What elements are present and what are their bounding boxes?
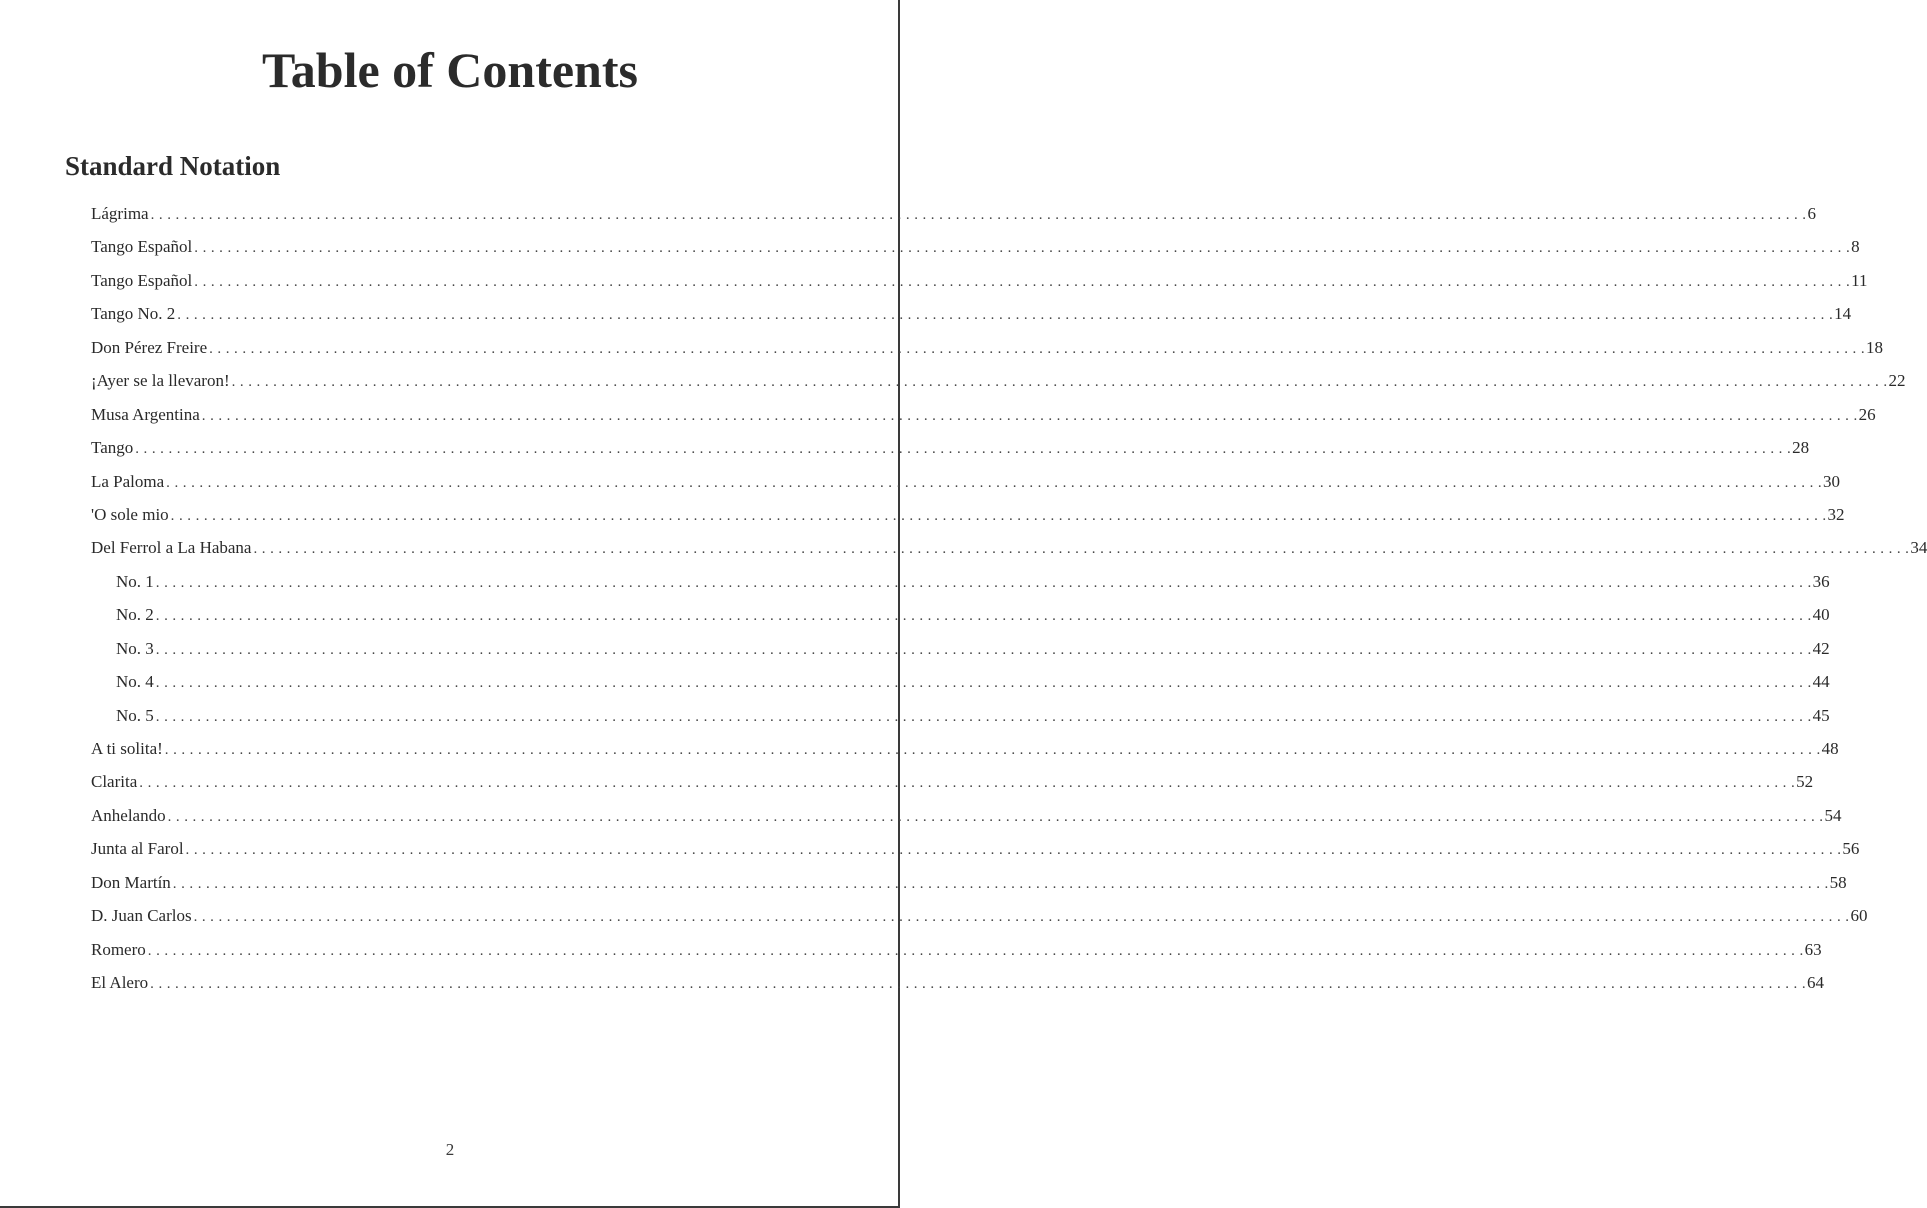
toc-entry-page-number: 34 (1910, 538, 1927, 558)
toc-entry[interactable] (91, 297, 1852, 330)
toc-entry-page-number: 8 (1851, 237, 1860, 257)
toc-entry-title: Junta al Farol (91, 839, 184, 859)
toc-entry[interactable] (91, 966, 1824, 999)
toc-entry[interactable] (91, 565, 1830, 598)
toc-entry-page-number: 28 (1792, 438, 1810, 458)
toc-entry-title: Clarita (91, 772, 138, 792)
dot-leader: . . . . . . . . . . . . . . . . . . . . . . . . . . . . . . . . . . . . . . . . . . . . . . . . . . . . . . . . . . . . . . . . . . . . . . . . . . . . . . . . . . . . . . . . . . . . . . . . . . . . . . . . . . . . . . . . . . . . . . . . . . . . . . . . . . . . . . . . . . . . . . . . . . . . . . . . . . . . . . . . . . . . . . . . . . . . . . . . . . . . . . . . . . . . . . . . . . . . . . . . (194, 273, 1851, 290)
dot-leader: . . . . . . . . . . . . . . . . . . . . . . . . . . . . . . . . . . . . . . . . . . . . . . . . . . . . . . . . . . . . . . . . . . . . . . . . . . . . . . . . . . . . . . . . . . . . . . . . . . . . . . . . . . . . . . . . . . . . . . . . . . . . . . . . . . . . . . . . . . . . . . . . . . . . . . . . . . . . . . . . . . . . . . . . . . . . . . . . . . . . . . . . . . . . . . . . . . . . . . . . (209, 340, 1865, 357)
toc-entry-page-number: 40 (1812, 605, 1830, 625)
toc-entry-title: Lágrima (91, 204, 149, 223)
toc-entry-page-number: 26 (1858, 404, 1876, 424)
toc-entry[interactable] (91, 197, 1816, 230)
dot-leader: . . . . . . . . . . . . . . . . . . . . . . . . . . . . . . . . . . . . . . . . . . . . . . . . . . . . . . . . . . . . . . . . . . . . . . . . . . . . . . . . . . . . . . . . . . . . . . . . . . . . . . . . . . . . . . . . . . . . . . . . . . . . . . . . . . . . . . . . . . . . . . . . . . . . . . . . . . . . . . . . . . . . . . . . . . . . . . . . . . . . . . . . . . . . . . . . . . . . . . . . (193, 909, 1850, 926)
toc-entry-title: Romero (91, 939, 146, 959)
toc-entry-page-number: 48 (1821, 739, 1839, 758)
dot-leader: . . . . . . . . . . . . . . . . . . . . . . . . . . . . . . . . . . . . . . . . . . . . . . . . . . . . . . . . . . . . . . . . . . . . . . . . . . . . . . . . . . . . . . . . . . . . . . . . . . . . . . . . . . . . . . . . . . . . . . . . . . . . . . . . . . . . . . . . . . . . . . . . . . . . . . . . . . . . . . . . . . . . . . . . . . . . . . . . . . . . . . . . . . . . . . . . . . . . . . . . (172, 875, 1829, 892)
toc-entry[interactable] (91, 230, 1860, 263)
toc-entry-page-number: 18 (1865, 337, 1883, 357)
toc-entry-title: Del Ferrol a La Habana (91, 538, 252, 558)
toc-entry[interactable] (91, 933, 1822, 966)
toc-entry-title: Tango (91, 438, 134, 458)
toc-entry-title: Musa Argentina (91, 404, 200, 424)
toc-entry-title: No. 1 (116, 571, 154, 591)
toc-entry[interactable] (91, 799, 1842, 832)
toc-entry-title: Tango Español (91, 270, 193, 290)
toc-entry-page-number: 58 (1829, 872, 1847, 892)
toc-entry[interactable] (91, 899, 1868, 932)
toc-entry[interactable] (91, 665, 1830, 698)
toc-entry-title: A ti solita! (91, 739, 163, 758)
toc-entry[interactable] (91, 866, 1847, 899)
toc-entry[interactable] (91, 531, 1927, 564)
toc-entry-page-number: 36 (1812, 571, 1830, 591)
dot-leader: . . . . . . . . . . . . . . . . . . . . . . . . . . . . . . . . . . . . . . . . . . . . . . . . . . . . . . . . . . . . . . . . . . . . . . . . . . . . . . . . . . . . . . . . . . . . . . . . . . . . . . . . . . . . . . . . . . . . . . . . . . . . . . . . . . . . . . . . . . . . . . . . . . . . . . . . . . . . . . . . . . . . . . . . . . . . . . . . . . . . . . . . . . . . . . . . . . . . . . . . (231, 374, 1888, 391)
dot-leader: . . . . . . . . . . . . . . . . . . . . . . . . . . . . . . . . . . . . . . . . . . . . . . . . . . . . . . . . . . . . . . . . . . . . . . . . . . . . . . . . . . . . . . . . . . . . . . . . . . . . . . . . . . . . . . . . . . . . . . . . . . . . . . . . . . . . . . . . . . . . . . . . . . . . . . . . . . . . . . . . . . . . . . . . . . . . . . . . . . . . . . . . . . . . . . . . . . . . . . . . (150, 207, 1807, 223)
dot-leader: . . . . . . . . . . . . . . . . . . . . . . . . . . . . . . . . . . . . . . . . . . . . . . . . . . . . . . . . . . . . . . . . . . . . . . . . . . . . . . . . . . . . . . . . . . . . . . . . . . . . . . . . . . . . . . . . . . . . . . . . . . . . . . . . . . . . . . . . . . . . . . . . . . . . . . . . . . . . . . . . . . . . . . . . . . . . . . . . . . . . . . . . . . . . . . . . . . . . . . . . (170, 507, 1827, 524)
toc-entry-title: 'O sole mio (91, 504, 169, 524)
toc-entry-page-number: 14 (1834, 304, 1852, 324)
toc-entry[interactable] (91, 264, 1868, 297)
toc-entry-page-number: 6 (1807, 204, 1816, 223)
dot-leader: . . . . . . . . . . . . . . . . . . . . . . . . . . . . . . . . . . . . . . . . . . . . . . . . . . . . . . . . . . . . . . . . . . . . . . . . . . . . . . . . . . . . . . . . . . . . . . . . . . . . . . . . . . . . . . . . . . . . . . . . . . . . . . . . . . . . . . . . . . . . . . . . . . . . . . . . . . . . . . . . . . . . . . . . . . . . . . . . . . . . . . . . . . . . . . . . . . . . . . . . (150, 976, 1806, 993)
toc-entry-page-number: 52 (1796, 772, 1814, 792)
dot-leader: . . . . . . . . . . . . . . . . . . . . . . . . . . . . . . . . . . . . . . . . . . . . . . . . . . . . . . . . . . . . . . . . . . . . . . . . . . . . . . . . . . . . . . . . . . . . . . . . . . . . . . . . . . . . . . . . . . . . . . . . . . . . . . . . . . . . . . . . . . . . . . . . . . . . . . . . . . . . . . . . . . . . . . . . . . . . . . . . . . . . . . . . . . . . . . . . . . . . . . . . (166, 474, 1823, 491)
toc-entry[interactable] (91, 699, 1830, 732)
toc-entry-page-number: 54 (1824, 805, 1842, 825)
dot-leader: . . . . . . . . . . . . . . . . . . . . . . . . . . . . . . . . . . . . . . . . . . . . . . . . . . . . . . . . . . . . . . . . . . . . . . . . . . . . . . . . . . . . . . . . . . . . . . . . . . . . . . . . . . . . . . . . . . . . . . . . . . . . . . . . . . . . . . . . . . . . . . . . . . . . . . . . . . . . . . . . . . . . . . . . . . . . . . . . . . . . . . . . . . . . . . . . . . . . . . . . (155, 675, 1812, 692)
toc-entry-title: El Alero (91, 973, 149, 993)
toc-entry[interactable] (91, 765, 1814, 798)
toc-entry[interactable] (91, 398, 1876, 431)
dot-leader: . . . . . . . . . . . . . . . . . . . . . . . . . . . . . . . . . . . . . . . . . . . . . . . . . . . . . . . . . . . . . . . . . . . . . . . . . . . . . . . . . . . . . . . . . . . . . . . . . . . . . . . . . . . . . . . . . . . . . . . . . . . . . . . . . . . . . . . . . . . . . . . . . . . . . . . . . . . . . . . . . . . . . . . . . . . . . . . . . . . . . . . . . . . . . . . . . . . . . . . . (185, 842, 1842, 859)
dot-leader: . . . . . . . . . . . . . . . . . . . . . . . . . . . . . . . . . . . . . . . . . . . . . . . . . . . . . . . . . . . . . . . . . . . . . . . . . . . . . . . . . . . . . . . . . . . . . . . . . . . . . . . . . . . . . . . . . . . . . . . . . . . . . . . . . . . . . . . . . . . . . . . . . . . . . . . . . . . . . . . . . . . . . . . . . . . . . . . . . . . . . . . . . . . . . . . . . . . . . . . . (194, 240, 1851, 257)
toc-entry-page-number: 42 (1812, 638, 1830, 658)
toc-entry[interactable] (91, 331, 1883, 364)
dot-leader: . . . . . . . . . . . . . . . . . . . . . . . . . . . . . . . . . . . . . . . . . . . . . . . . . . . . . . . . . . . . . . . . . . . . . . . . . . . . . . . . . . . . . . . . . . . . . . . . . . . . . . . . . . . . . . . . . . . . . . . . . . . . . . . . . . . . . . . . . . . . . . . . . . . . . . . . . . . . . . . . . . . . . . . . . . . . . . . . . . . . . . . . . . . . . . . . . . . . . . . . (177, 307, 1834, 324)
toc-entry-page-number: 56 (1842, 839, 1860, 859)
toc-entry-title: Don Pérez Freire (91, 337, 208, 357)
dot-leader: . . . . . . . . . . . . . . . . . . . . . . . . . . . . . . . . . . . . . . . . . . . . . . . . . . . . . . . . . . . . . . . . . . . . . . . . . . . . . . . . . . . . . . . . . . . . . . . . . . . . . . . . . . . . . . . . . . . . . . . . . . . . . . . . . . . . . . . . . . . . . . . . . . . . . . . . . . . . . . . . . . . . . . . . . . . . . . . . . . . . . . . . . . . . . . . . . . . . . . . . (135, 441, 1792, 458)
toc-entry[interactable] (91, 832, 1860, 865)
dot-leader: . . . . . . . . . . . . . . . . . . . . . . . . . . . . . . . . . . . . . . . . . . . . . . . . . . . . . . . . . . . . . . . . . . . . . . . . . . . . . . . . . . . . . . . . . . . . . . . . . . . . . . . . . . . . . . . . . . . . . . . . . . . . . . . . . . . . . . . . . . . . . . . . . . . . . . . . . . . . . . . . . . . . . . . . . . . . . . . . . . . . . . . . . . . . . . . . . . . . . . . . (155, 641, 1812, 658)
toc-entry-title: ¡Ayer se la llevaron! (91, 371, 230, 391)
toc-entry-page-number: 45 (1812, 705, 1830, 725)
dot-leader: . . . . . . . . . . . . . . . . . . . . . . . . . . . . . . . . . . . . . . . . . . . . . . . . . . . . . . . . . . . . . . . . . . . . . . . . . . . . . . . . . . . . . . . . . . . . . . . . . . . . . . . . . . . . . . . . . . . . . . . . . . . . . . . . . . . . . . . . . . . . . . . . . . . . . . . . . . . . . . . . . . . . . . . . . . . . . . . . . . . . . . . . . . . . . . . . . . . . . . . . (147, 942, 1804, 959)
toc-entry[interactable] (91, 598, 1830, 631)
page-title: Table of Contents (262, 42, 638, 98)
dot-leader: . . . . . . . . . . . . . . . . . . . . . . . . . . . . . . . . . . . . . . . . . . . . . . . . . . . . . . . . . . . . . . . . . . . . . . . . . . . . . . . . . . . . . . . . . . . . . . . . . . . . . . . . . . . . . . . . . . . . . . . . . . . . . . . . . . . . . . . . . . . . . . . . . . . . . . . . . . . . . . . . . . . . . . . . . . . . . . . . . . . . . . . . . . . . . . . . . . . . . . . . (167, 808, 1824, 825)
toc-entry-title: Tango Español (91, 237, 193, 257)
toc-list (91, 197, 1927, 1000)
toc-entry[interactable] (91, 431, 1810, 464)
dot-leader: . . . . . . . . . . . . . . . . . . . . . . . . . . . . . . . . . . . . . . . . . . . . . . . . . . . . . . . . . . . . . . . . . . . . . . . . . . . . . . . . . . . . . . . . . . . . . . . . . . . . . . . . . . . . . . . . . . . . . . . . . . . . . . . . . . . . . . . . . . . . . . . . . . . . . . . . . . . . . . . . . . . . . . . . . . . . . . . . . . . . . . . . . . . . . . . . . . . . . . . . (155, 608, 1812, 625)
toc-entry-title: No. 5 (116, 705, 154, 725)
toc-entry[interactable] (91, 465, 1841, 498)
toc-entry[interactable] (91, 632, 1830, 665)
toc-entry-page-number: 63 (1804, 939, 1822, 959)
toc-entry-page-number: 30 (1823, 471, 1841, 491)
toc-entry-title: La Paloma (91, 471, 165, 491)
toc-entry-page-number: 32 (1827, 504, 1845, 524)
dot-leader: . . . . . . . . . . . . . . . . . . . . . . . . . . . . . . . . . . . . . . . . . . . . . . . . . . . . . . . . . . . . . . . . . . . . . . . . . . . . . . . . . . . . . . . . . . . . . . . . . . . . . . . . . . . . . . . . . . . . . . . . . . . . . . . . . . . . . . . . . . . . . . . . . . . . . . . . . . . . . . . . . . . . . . . . . . . . . . . . . . . . . . . . . . . . . . . . . . . . . . . . (253, 541, 1910, 558)
toc-entry-page-number: 60 (1850, 906, 1868, 926)
dot-leader: . . . . . . . . . . . . . . . . . . . . . . . . . . . . . . . . . . . . . . . . . . . . . . . . . . . . . . . . . . . . . . . . . . . . . . . . . . . . . . . . . . . . . . . . . . . . . . . . . . . . . . . . . . . . . . . . . . . . . . . . . . . . . . . . . . . . . . . . . . . . . . . . . . . . . . . . . . . . . . . . . . . . . . . . . . . . . . . . . . . . . . . . . . . . . . . . . . . . . . . . (201, 407, 1858, 424)
toc-entry[interactable] (91, 364, 1906, 397)
toc-entry-title: No. 3 (116, 638, 154, 658)
dot-leader: . . . . . . . . . . . . . . . . . . . . . . . . . . . . . . . . . . . . . . . . . . . . . . . . . . . . . . . . . . . . . . . . . . . . . . . . . . . . . . . . . . . . . . . . . . . . . . . . . . . . . . . . . . . . . . . . . . . . . . . . . . . . . . . . . . . . . . . . . . . . . . . . . . . . . . . . . . . . . . . . . . . . . . . . . . . . . . . . . . . . . . . . . . . . . . . . . . . . . . . . (139, 775, 1796, 792)
toc-entry[interactable] (91, 732, 1839, 765)
page-number: 2 (445, 1140, 455, 1159)
section-heading: Standard Notation (65, 151, 281, 181)
toc-entry[interactable] (91, 498, 1845, 531)
dot-leader: . . . . . . . . . . . . . . . . . . . . . . . . . . . . . . . . . . . . . . . . . . . . . . . . . . . . . . . . . . . . . . . . . . . . . . . . . . . . . . . . . . . . . . . . . . . . . . . . . . . . . . . . . . . . . . . . . . . . . . . . . . . . . . . . . . . . . . . . . . . . . . . . . . . . . . . . . . . . . . . . . . . . . . . . . . . . . . . . . . . . . . . . . . . . . . . . . . . . . . . . (155, 574, 1812, 591)
toc-entry-title: Anhelando (91, 805, 166, 825)
toc-entry-title: D. Juan Carlos (91, 906, 192, 926)
dot-leader: . . . . . . . . . . . . . . . . . . . . . . . . . . . . . . . . . . . . . . . . . . . . . . . . . . . . . . . . . . . . . . . . . . . . . . . . . . . . . . . . . . . . . . . . . . . . . . . . . . . . . . . . . . . . . . . . . . . . . . . . . . . . . . . . . . . . . . . . . . . . . . . . . . . . . . . . . . . . . . . . . . . . . . . . . . . . . . . . . . . . . . . . . . . . . . . . . . . . . . . . (164, 742, 1821, 758)
toc-entry-page-number: 22 (1888, 371, 1906, 391)
toc-entry-title: No. 2 (116, 605, 154, 625)
dot-leader: . . . . . . . . . . . . . . . . . . . . . . . . . . . . . . . . . . . . . . . . . . . . . . . . . . . . . . . . . . . . . . . . . . . . . . . . . . . . . . . . . . . . . . . . . . . . . . . . . . . . . . . . . . . . . . . . . . . . . . . . . . . . . . . . . . . . . . . . . . . . . . . . . . . . . . . . . . . . . . . . . . . . . . . . . . . . . . . . . . . . . . . . . . . . . . . . . . . . . . . . (155, 708, 1812, 725)
toc-entry-page-number: 11 (1851, 270, 1868, 290)
toc-entry-title: Don Martín (91, 872, 171, 892)
toc-entry-page-number: 44 (1812, 672, 1830, 692)
toc-entry-title: No. 4 (116, 672, 154, 692)
toc-entry-page-number: 64 (1807, 973, 1824, 993)
toc-entry-title: Tango No. 2 (91, 304, 176, 324)
